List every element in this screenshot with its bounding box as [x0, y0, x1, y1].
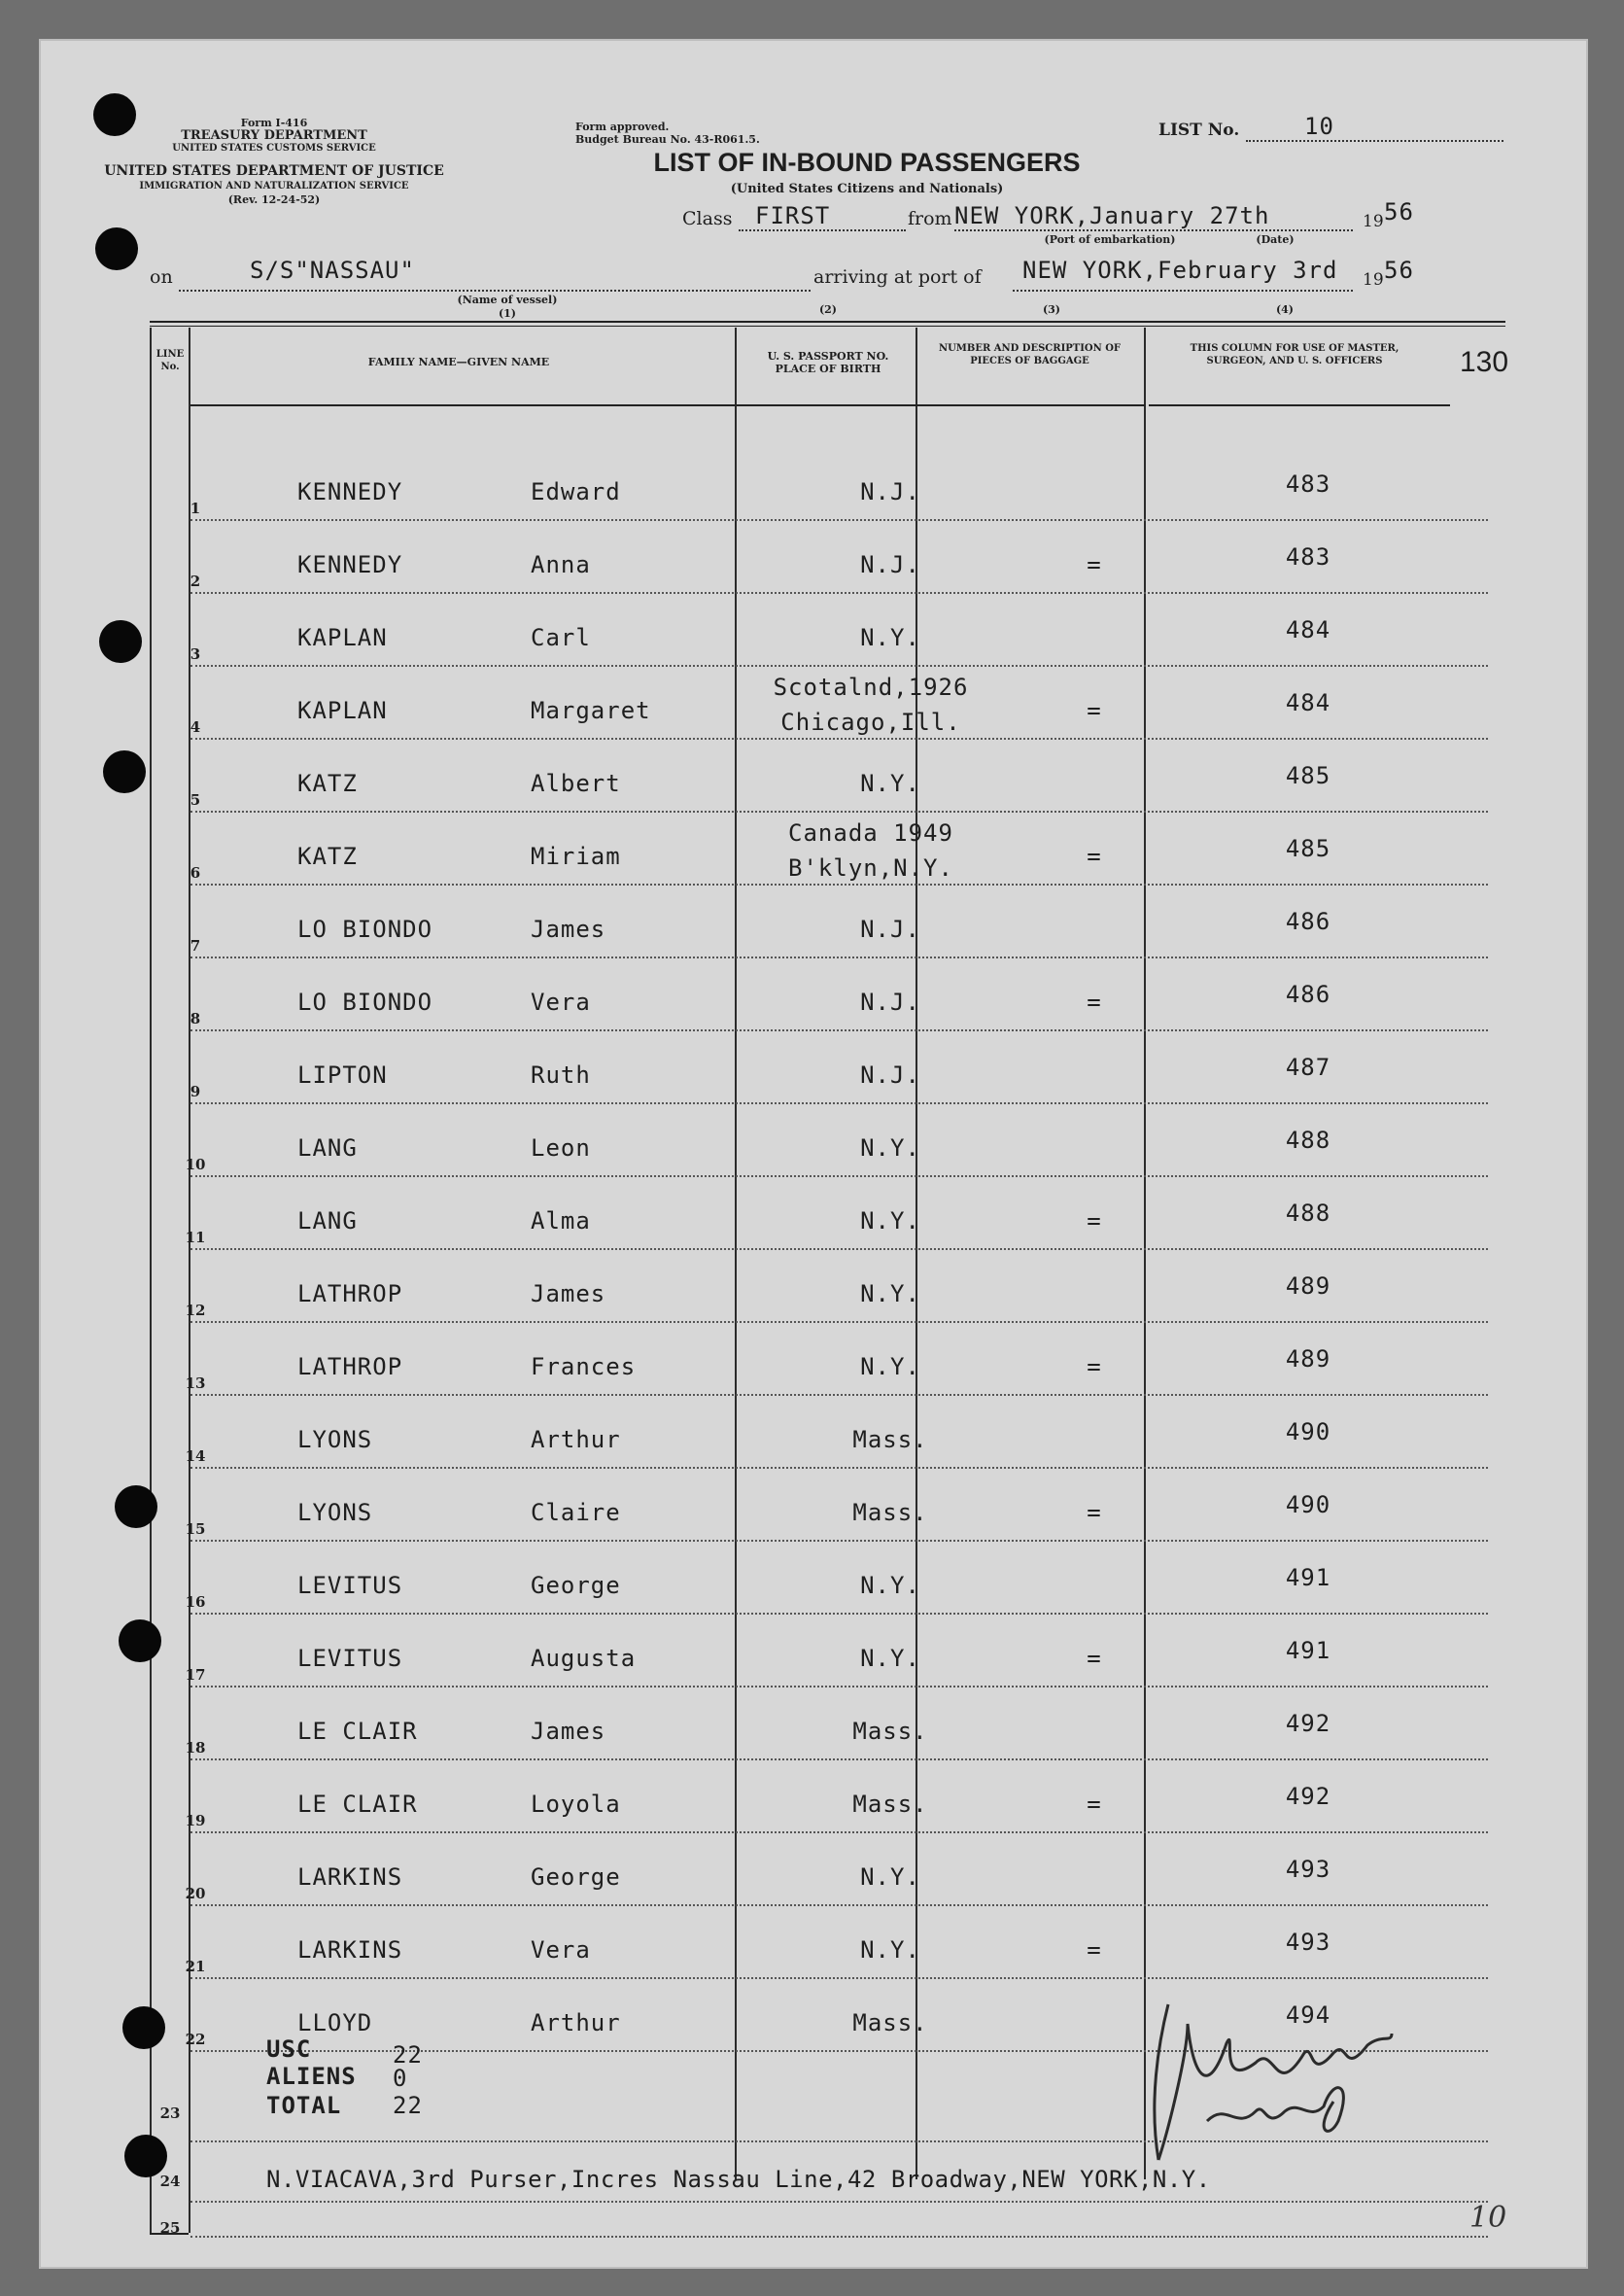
line-number: 15: [185, 1520, 206, 1538]
given-name: George: [531, 1863, 621, 1891]
table-row: [190, 887, 1488, 959]
family-name: LATHROP: [297, 1280, 403, 1307]
usc-count: 22: [393, 2041, 423, 2069]
family-name: KATZ: [297, 770, 358, 797]
officer-number: 483: [1285, 470, 1331, 498]
list-number: 10: [1304, 113, 1334, 140]
row-rule: [190, 1904, 1488, 1906]
given-name: James: [531, 916, 606, 943]
place-of-birth: N.J.: [860, 551, 920, 578]
vessel-line: [179, 290, 811, 292]
officer-number: 493: [1285, 1929, 1331, 1956]
officer-number: 487: [1285, 1054, 1331, 1081]
row-rule: [190, 1394, 1488, 1396]
place-of-birth: N.Y.: [860, 1207, 920, 1235]
row-rule: [190, 1029, 1488, 1031]
table-row: [185, 1543, 1488, 1616]
given-name: Leon: [531, 1134, 591, 1162]
officer-number: 486: [1285, 981, 1331, 1008]
place-of-birth: Mass.: [852, 1426, 928, 1453]
officer-signature: [1100, 1985, 1469, 2189]
line-number: 19: [185, 1812, 206, 1829]
family-name: KAPLAN: [297, 697, 388, 724]
officer-number: 490: [1285, 1491, 1331, 1518]
binder-hole: [119, 1619, 161, 1662]
officer-number: 485: [1285, 835, 1331, 862]
place-of-birth: N.J.: [860, 989, 920, 1016]
row-rule: [190, 519, 1488, 521]
line-number: 8: [190, 1010, 201, 1027]
family-name: LO BIONDO: [297, 989, 433, 1016]
ruled-line-24: [190, 2201, 1488, 2203]
vessel-name: S/S"NASSAU": [250, 257, 415, 284]
form-subtitle: (United States Citizens and Nationals): [730, 182, 1004, 196]
given-name: Loyola: [531, 1791, 621, 1818]
officer-number: 483: [1285, 543, 1331, 571]
place-of-birth: N.Y.: [860, 1134, 920, 1162]
officer-number: 493: [1285, 1856, 1331, 1883]
line-number: 20: [185, 1885, 206, 1902]
table-left-border: [150, 328, 152, 2233]
binder-hole: [95, 227, 138, 270]
row-rule: [190, 1831, 1488, 1833]
officer-number: 486: [1285, 908, 1331, 935]
class-value: FIRST: [755, 202, 831, 229]
given-name: Margaret: [531, 697, 651, 724]
page-number: 130: [1460, 346, 1509, 378]
officer-number: 491: [1285, 1637, 1331, 1664]
table-row: [185, 1470, 1488, 1543]
usc-label: USC: [266, 2035, 312, 2063]
row-rule: [190, 1977, 1488, 1979]
row-rule: [190, 1321, 1488, 1323]
family-name: KENNEDY: [297, 478, 403, 505]
port-embark-caption: (Port of embarkation): [1044, 233, 1176, 246]
corner-handwritten-mark: 10: [1469, 2201, 1507, 2235]
line-number: 10: [185, 1156, 206, 1173]
vessel-caption: (Name of vessel): [457, 294, 558, 306]
baggage-entry: =: [1087, 1791, 1102, 1818]
arriving-label: arriving at port of: [813, 266, 982, 288]
header-line-no: LINE No.: [155, 349, 185, 372]
place-of-birth: Mass.: [852, 1791, 928, 1818]
officer-number: 488: [1285, 1200, 1331, 1227]
form-number: Form I-416: [240, 117, 308, 129]
binder-hole: [115, 1485, 157, 1528]
table-row: [185, 1761, 1488, 1834]
line-number: 11: [185, 1229, 206, 1246]
header-rule-officers: [1149, 404, 1450, 406]
table-top-rule: [150, 321, 1505, 323]
list-number-label: LIST No.: [1158, 121, 1240, 140]
form-title: LIST OF IN-BOUND PASSENGERS: [653, 148, 1081, 177]
place-of-birth: Mass.: [852, 2009, 928, 2036]
baggage-entry: =: [1087, 1499, 1102, 1526]
row-rule: [190, 1613, 1488, 1615]
line-number: 5: [190, 791, 201, 809]
aliens-count: 0: [393, 2065, 408, 2092]
place-of-birth: N.J.: [860, 1061, 920, 1089]
table-row: [185, 1324, 1488, 1397]
family-name: LE CLAIR: [297, 1718, 418, 1745]
family-name: LARKINS: [297, 1863, 403, 1891]
place-of-birth-line-1: Scotalnd,1926: [773, 674, 969, 701]
officer-number: 485: [1285, 762, 1331, 789]
line-number: 21: [185, 1958, 206, 1975]
row-rule: [190, 957, 1488, 958]
col-num-3: (3): [1042, 303, 1061, 316]
place-of-birth: N.Y.: [860, 1353, 920, 1380]
col-num-1: (1): [498, 307, 517, 320]
treasury-dept: TREASURY DEPARTMENT: [181, 128, 367, 143]
arrival-line: [1013, 290, 1353, 292]
date-caption: (Date): [1256, 233, 1295, 246]
from-line: [954, 229, 1353, 231]
given-name: Ruth: [531, 1061, 591, 1089]
binder-hole: [93, 93, 136, 136]
family-name: LANG: [297, 1207, 358, 1235]
officer-number: 491: [1285, 1564, 1331, 1591]
line-number: 9: [190, 1083, 201, 1100]
customs-service: UNITED STATES CUSTOMS SERVICE: [172, 143, 376, 154]
place-of-birth-line-1: Canada 1949: [788, 819, 953, 847]
family-name: LIPTON: [297, 1061, 388, 1089]
given-name: Carl: [531, 624, 591, 651]
family-name: KENNEDY: [297, 551, 403, 578]
line-number: 22: [185, 2031, 206, 2048]
given-name: Vera: [531, 1936, 591, 1964]
place-of-birth: N.J.: [860, 478, 920, 505]
table-row: [190, 814, 1488, 887]
table-row: [185, 1397, 1488, 1470]
ruled-line-25: [190, 2236, 1488, 2238]
table-row: [190, 595, 1488, 668]
baggage-entry: =: [1087, 843, 1102, 870]
table-row: [190, 449, 1488, 522]
row-rule: [190, 1175, 1488, 1177]
family-name: LARKINS: [297, 1936, 403, 1964]
row-rule: [190, 884, 1488, 886]
line-number: 2: [190, 573, 201, 590]
place-of-birth: N.Y.: [860, 1280, 920, 1307]
given-name: Anna: [531, 551, 591, 578]
on-label: on: [150, 266, 173, 288]
binder-hole: [124, 2135, 167, 2177]
place-of-birth: Mass.: [852, 1499, 928, 1526]
officer-number: 492: [1285, 1783, 1331, 1810]
line-number: 4: [190, 718, 201, 736]
family-name: KAPLAN: [297, 624, 388, 651]
line-number: 3: [190, 645, 201, 663]
given-name: James: [531, 1280, 606, 1307]
family-name: LYONS: [297, 1499, 373, 1526]
header-rule-mid: [737, 404, 1145, 406]
family-name: LE CLAIR: [297, 1791, 418, 1818]
line-number: 6: [190, 864, 201, 882]
row-rule: [190, 1248, 1488, 1250]
line-number: 13: [185, 1374, 206, 1392]
baggage-entry: =: [1087, 1936, 1102, 1964]
year-1: 56: [1384, 198, 1414, 226]
class-label: Class: [682, 208, 733, 229]
officer-number: 488: [1285, 1127, 1331, 1154]
given-name: Arthur: [531, 1426, 621, 1453]
officer-number: 484: [1285, 616, 1331, 644]
table-row: [185, 1616, 1488, 1688]
given-name: Albert: [531, 770, 621, 797]
line-number: 1: [190, 500, 201, 517]
row-rule: [190, 592, 1488, 594]
given-name: Claire: [531, 1499, 621, 1526]
family-name: LLOYD: [297, 2009, 373, 2036]
table-row: [185, 1178, 1488, 1251]
given-name: Frances: [531, 1353, 637, 1380]
row-rule: [190, 1758, 1488, 1760]
line-number: 7: [190, 937, 201, 955]
total-label: TOTAL: [266, 2092, 342, 2119]
from-value: NEW YORK,January 27th: [954, 202, 1270, 229]
line-number-25: 25: [159, 2219, 181, 2237]
line-number: 16: [185, 1593, 206, 1611]
given-name: Alma: [531, 1207, 591, 1235]
row-rule: [190, 738, 1488, 740]
baggage-entry: =: [1087, 989, 1102, 1016]
header-name: FAMILY NAME—GIVEN NAME: [367, 356, 550, 368]
table-row: [190, 522, 1488, 595]
header-rule-name: [190, 404, 735, 406]
justice-dept: UNITED STATES DEPARTMENT OF JUSTICE: [104, 163, 444, 179]
line-number-23: 23: [159, 2105, 181, 2122]
officer-number: 492: [1285, 1710, 1331, 1737]
officer-number: 494: [1285, 2001, 1331, 2029]
row-rule: [190, 665, 1488, 667]
row-rule: [190, 1102, 1488, 1104]
from-label: from: [908, 208, 952, 229]
family-name: LEVITUS: [297, 1572, 403, 1599]
baggage-entry: =: [1087, 1645, 1102, 1672]
officer-number: 489: [1285, 1345, 1331, 1373]
place-of-birth: N.Y.: [860, 1936, 920, 1964]
family-name: LO BIONDO: [297, 916, 433, 943]
aliens-label: ALIENS: [266, 2063, 357, 2090]
budget-bureau: Budget Bureau No. 43-R061.5.: [575, 133, 760, 146]
table-row: [185, 1251, 1488, 1324]
line-number: 12: [185, 1302, 206, 1319]
family-name: KATZ: [297, 843, 358, 870]
officer-number: 490: [1285, 1418, 1331, 1445]
table-row: [185, 1907, 1488, 1980]
purser-line: N.VIACAVA,3rd Purser,Incres Nassau Line,42 Broadway,NEW YORK,N.Y.: [266, 2166, 1211, 2193]
table-row: [190, 741, 1488, 814]
binder-hole: [103, 750, 146, 793]
given-name: Vera: [531, 989, 591, 1016]
baggage-entry: =: [1087, 1353, 1102, 1380]
given-name: Miriam: [531, 843, 621, 870]
line-number-24: 24: [159, 2173, 181, 2190]
col-num-2: (2): [818, 303, 838, 316]
header-passport: U. S. PASSPORT NO. PLACE OF BIRTH: [767, 350, 889, 375]
document-sheet: [39, 39, 1588, 2269]
officer-number: 484: [1285, 689, 1331, 716]
form-approved: Form approved.: [575, 121, 670, 133]
row-rule: [190, 1467, 1488, 1469]
table-row: [190, 668, 1488, 741]
baggage-entry: =: [1087, 551, 1102, 578]
place-of-birth-line-2: Chicago,Ill.: [780, 709, 961, 736]
row-rule: [190, 811, 1488, 813]
family-name: LEVITUS: [297, 1645, 403, 1672]
table-row: [190, 959, 1488, 1032]
place-of-birth: N.Y.: [860, 624, 920, 651]
line-number: 14: [185, 1447, 206, 1465]
family-name: LYONS: [297, 1426, 373, 1453]
binder-hole: [99, 620, 142, 663]
place-of-birth: N.Y.: [860, 1645, 920, 1672]
table-row: [190, 1032, 1488, 1105]
year-prefix-2: 19: [1363, 270, 1384, 290]
revision: (Rev. 12-24-52): [227, 193, 321, 206]
binder-hole: [122, 2006, 165, 2049]
baggage-entry: =: [1087, 697, 1102, 724]
arrival-value: NEW YORK,February 3rd: [1022, 257, 1338, 284]
header-officers: THIS COLUMN FOR USE OF MASTER, SURGEON, AND U. S. OFFICERS: [1190, 343, 1399, 366]
year-prefix-1: 19: [1363, 212, 1384, 231]
row-rule: [190, 1686, 1488, 1687]
family-name: LANG: [297, 1134, 358, 1162]
class-line: [739, 229, 906, 231]
family-name: LATHROP: [297, 1353, 403, 1380]
ins-service: IMMIGRATION AND NATURALIZATION SERVICE: [139, 181, 409, 191]
given-name: Augusta: [531, 1645, 637, 1672]
place-of-birth: N.Y.: [860, 1572, 920, 1599]
table-row: [185, 1834, 1488, 1907]
total-count: 22: [393, 2092, 423, 2119]
given-name: Edward: [531, 478, 621, 505]
given-name: James: [531, 1718, 606, 1745]
table-row: [185, 1688, 1488, 1761]
place-of-birth-line-2: B'klyn,N.Y.: [788, 854, 953, 882]
year-2: 56: [1384, 257, 1414, 284]
table-top-rule-2: [150, 326, 1505, 327]
col-num-4: (4): [1275, 303, 1295, 316]
line-number: 17: [185, 1666, 206, 1684]
line-number: 18: [185, 1739, 206, 1757]
baggage-entry: =: [1087, 1207, 1102, 1235]
place-of-birth: N.Y.: [860, 1863, 920, 1891]
place-of-birth: N.J.: [860, 916, 920, 943]
row-rule: [190, 1540, 1488, 1542]
place-of-birth: N.Y.: [860, 770, 920, 797]
place-of-birth: Mass.: [852, 1718, 928, 1745]
table-row: [185, 1105, 1488, 1178]
list-number-line: [1246, 140, 1503, 142]
officer-number: 489: [1285, 1272, 1331, 1300]
given-name: Arthur: [531, 2009, 621, 2036]
given-name: George: [531, 1572, 621, 1599]
header-baggage: NUMBER AND DESCRIPTION OF PIECES OF BAGGAGE: [938, 343, 1122, 366]
